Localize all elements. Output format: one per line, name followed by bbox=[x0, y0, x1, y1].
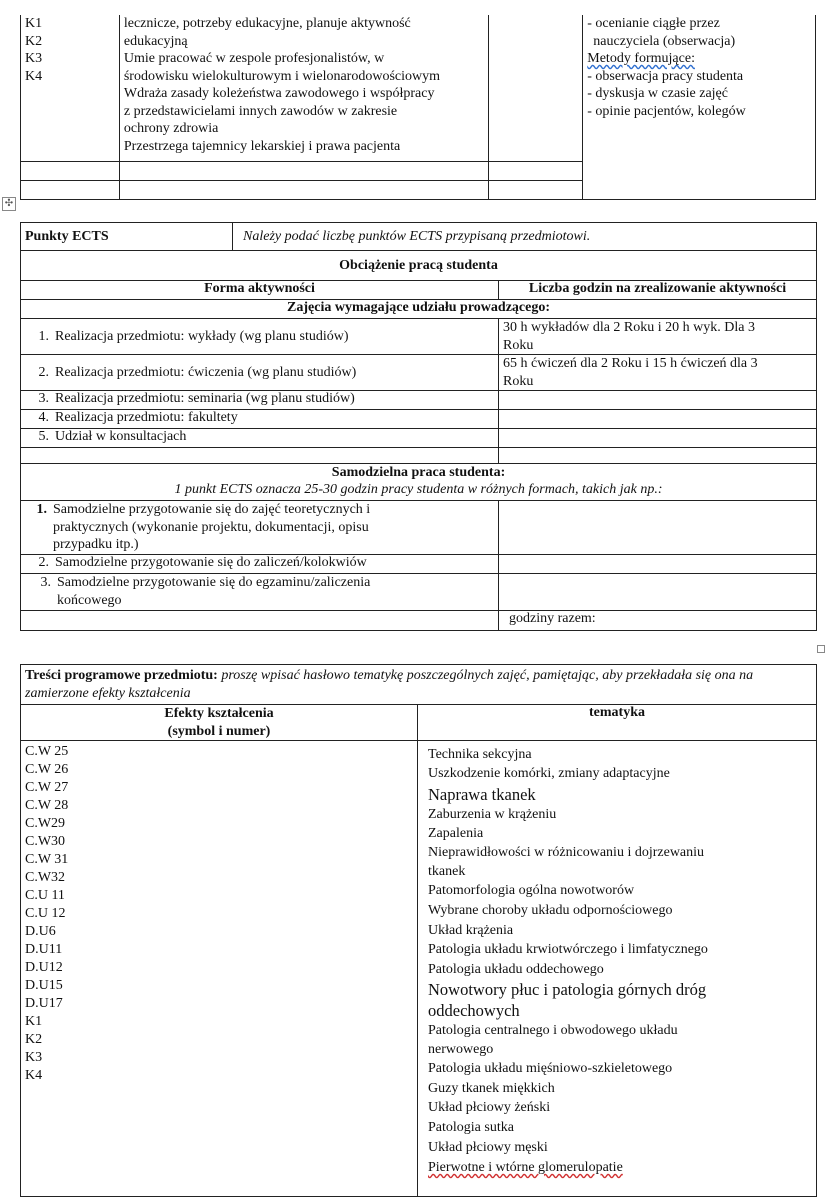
activity-cell: 1. Realizacja przedmiotu: wykłady (wg planu studiów) bbox=[21, 319, 499, 355]
list-item: Układ płciowy żeński bbox=[428, 1100, 551, 1115]
list-item: Patologia układu mięśniowo-szkieletowego bbox=[428, 1061, 673, 1076]
list-item: Nieprawidłowości w różnicowaniu i dojrzewaniu tkanek bbox=[428, 845, 705, 879]
ects-label: Punkty ECTS bbox=[21, 223, 233, 251]
program-heading: Treści programowe przedmiotu: proszę wpisać hasłowo tematykę poszczególnych zajęć, pamiętając, aby przekładała się ona na zamierzone efekty kształcenia bbox=[21, 665, 817, 705]
assessment-line: - ocenianie ciągłe przez bbox=[587, 16, 720, 31]
activity-cell: 3. Samodzielne przygotowanie się do egzaminu/zaliczenia końcowego bbox=[21, 574, 499, 611]
list-item: Uszkodzenie komórki, zmiany adaptacyjne bbox=[428, 766, 670, 781]
effects-list: C.W 25 C.W 26 C.W 27 C.W 28 C.W29 C.W30 C.W 31 C.W32 C.U 11 C.U 12 D.U6 D.U11 D.U12 D.U15 D.U17 K1 K2 K3 K4 bbox=[21, 741, 418, 1197]
table-row bbox=[21, 574, 817, 611]
activity-cell: 1. Samodzielne przygotowanie się do zajęć teoretycznych i praktycznych (wykonanie projektu, dokumentacji, opisu przypadku itp.) bbox=[21, 501, 499, 555]
ects-table bbox=[20, 222, 817, 631]
column-header-effects: Efekty kształcenia (symbol i numer) bbox=[21, 705, 418, 741]
assessment-methods bbox=[583, 15, 816, 199]
hours-cell bbox=[499, 429, 817, 448]
hours-cell bbox=[499, 501, 817, 555]
activity-cell: 3. Realizacja przedmiotu: seminaria (wg planu studiów) bbox=[21, 391, 499, 410]
topic-text: Pierwotne i wtórne glomerulopatie bbox=[428, 1160, 623, 1175]
methods-heading: Metody formujące: bbox=[587, 51, 695, 66]
table-row bbox=[21, 501, 817, 555]
topics-list bbox=[418, 741, 817, 1197]
self-study-header bbox=[21, 464, 817, 501]
total-hours-label: godziny razem: bbox=[499, 611, 817, 631]
empty-cell bbox=[489, 15, 583, 161]
list-item: Wybrane choroby układu odpornościowego bbox=[428, 903, 673, 918]
list-item: Patologia układu oddechowego bbox=[428, 962, 604, 977]
hours-cell bbox=[499, 391, 817, 410]
competency-codes: K1 K2 K3 K4 bbox=[21, 15, 120, 161]
list-item: Guzy tkanek miękkich bbox=[428, 1081, 555, 1096]
list-item: Patologia centralnego i obwodowego układu nerwowego bbox=[428, 1023, 678, 1057]
assessment-line: nauczyciela (obserwacja) bbox=[593, 33, 736, 49]
hours-cell bbox=[499, 555, 817, 574]
self-study-title: Samodzielna praca studenta: bbox=[331, 465, 506, 480]
table-row bbox=[21, 429, 817, 448]
table-row bbox=[21, 319, 817, 355]
competency-descriptions: lecznicze, potrzeby edukacyjne, planuje aktywność edukacyjną Umie pracować w zespole profesjonalistów, w środowisku wielokulturowym i wielonarodowościowym Wdraża zasady koleżeństwa zawodowego i współpracy z przedstawicielami innych zawodów w zakresie ochrony zdrowia Przestrzega tajemnicy lekarskiej i prawa pacjenta bbox=[119, 15, 489, 161]
list-item: Układ krążenia bbox=[428, 923, 514, 938]
program-table bbox=[20, 664, 817, 1197]
competencies-table bbox=[20, 15, 816, 200]
methods-list: - obserwacja pracy studenta - dyskusja w czasie zajęć - opinie pacjentów, kolegów bbox=[587, 68, 746, 119]
list-item: Układ płciowy męski bbox=[428, 1140, 548, 1155]
column-header-topics: tematyka bbox=[418, 705, 817, 741]
hours-cell bbox=[499, 574, 817, 611]
move-table-handle[interactable]: ✣ bbox=[2, 197, 16, 211]
column-header-hours: Liczba godzin na zrealizowanie aktywności bbox=[499, 281, 817, 300]
list-item: Patologia sutka bbox=[428, 1120, 514, 1135]
list-item: Patomorfologia ogólna nowotworów bbox=[428, 883, 635, 898]
workload-title: Obciążenie pracą studenta bbox=[21, 251, 817, 281]
activity-cell: 5. Udział w konsultacjach bbox=[21, 429, 499, 448]
hours-cell: 30 h wykładów dla 2 Roku i 20 h wyk. Dla 3 Roku bbox=[499, 319, 817, 355]
table-resize-handle[interactable] bbox=[817, 645, 825, 653]
column-header-activity: Forma aktywności bbox=[21, 281, 499, 300]
list-item: Zapalenia bbox=[428, 826, 484, 841]
list-item: Patologia układu krwiotwórczego i limfatycznego bbox=[428, 942, 708, 957]
hours-cell bbox=[499, 410, 817, 429]
activity-cell: 2. Samodzielne przygotowanie się do zaliczeń/kolokwiów bbox=[21, 555, 499, 574]
list-item: Zaburzenia w krążeniu bbox=[428, 807, 557, 822]
table-row bbox=[21, 391, 817, 410]
list-item: Technika sekcyjna bbox=[428, 747, 532, 762]
contact-hours-title: Zajęcia wymagające udziału prowadzącego: bbox=[21, 300, 817, 319]
hours-cell: 65 h ćwiczeń dla 2 Roku i 15 h ćwiczeń dla 3 Roku bbox=[499, 355, 817, 391]
ects-hint: Należy podać liczbę punktów ECTS przypisaną przedmiotowi. bbox=[233, 223, 817, 251]
table-row bbox=[21, 410, 817, 429]
list-item: Naprawa tkanek bbox=[428, 785, 536, 804]
table-row bbox=[21, 555, 817, 574]
activity-cell: 2. Realizacja przedmiotu: ćwiczenia (wg planu studiów) bbox=[21, 355, 499, 391]
list-item bbox=[428, 1158, 812, 1177]
self-study-note: 1 punkt ECTS oznacza 25-30 godzin pracy studenta w różnych formach, takich jak np.: bbox=[174, 482, 663, 497]
table-row bbox=[21, 355, 817, 391]
list-item: Nowotwory płuc i patologia górnych dróg oddechowych bbox=[428, 980, 707, 1020]
activity-cell: 4. Realizacja przedmiotu: fakultety bbox=[21, 410, 499, 429]
